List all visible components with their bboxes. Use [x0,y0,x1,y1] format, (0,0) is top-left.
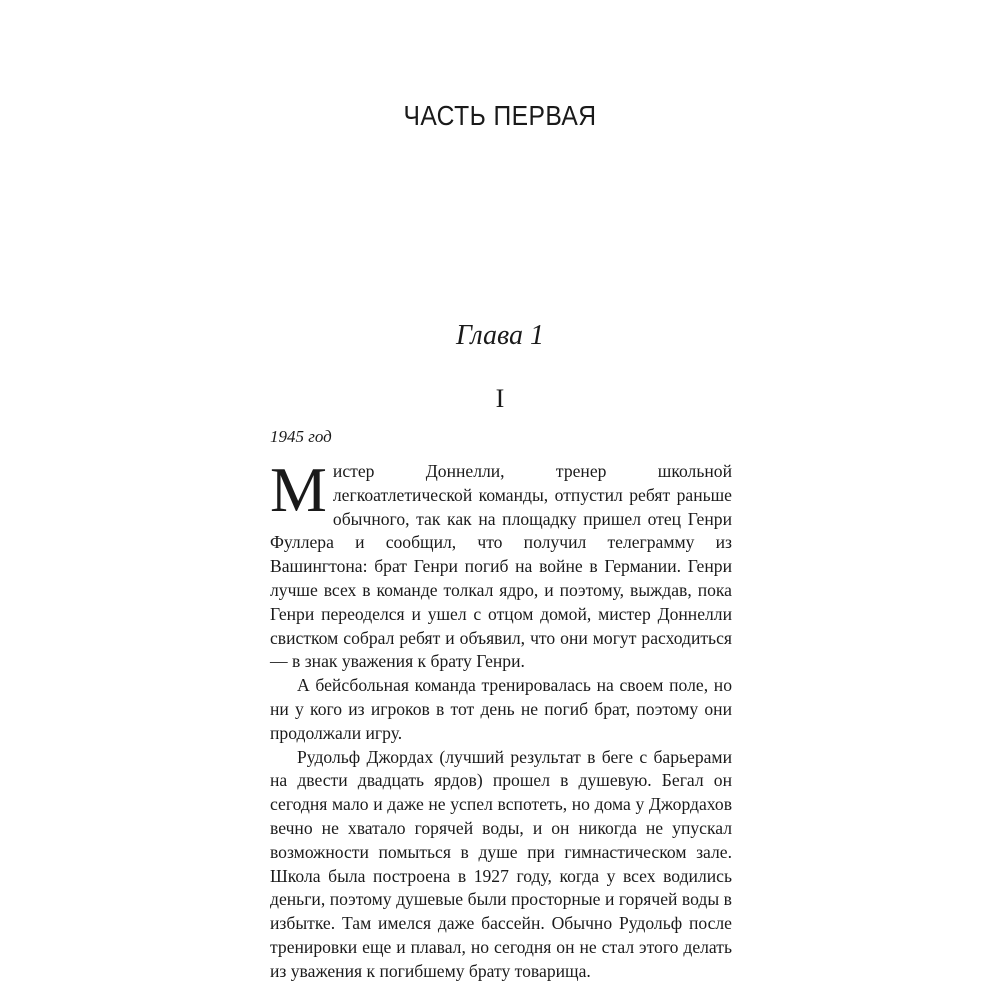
paragraph-1 [270,454,732,674]
chapter-title: Глава 1 [456,320,544,351]
body-text [270,454,732,984]
paragraph-2: А бейсбольная команда тренировалась на своем поле, но ни у кого из игроков в тот день не погиб брат, поэтому они продолжали игру. [270,675,732,743]
part-title: ЧАСТЬ ПЕРВАЯ [403,100,597,131]
section-number: I [495,384,505,413]
paragraph-1-text: истер Доннелли, тренер школьной легкоатлетической команды, отпустил ребят раньше обычного, так как на площадку пришел отец Генри Фуллера и сообщил, что получил телеграмму из Вашингтона: брат Генри погиб на войне в Германии. Генри лучше всех в команде толкал ядро, и поэтому, выждав, пока Генри переоделся и ушел с отцом домой, мистер Доннелли свистком собрал ребят и объявил, что они могут расходиться — в знак уважения к брату Генри. [270,461,732,672]
paragraph-3: Рудольф Джордах (лучший результат в беге с барьерами на двести двадцать ярдов) прошел в душевую. Бегал он сегодня мало и даже не успел вспотеть, но дома у Джордахов вечно не хватало горячей воды, и он никогда не упускал возможности помыться в душе при гимнастическом зале. Школа была построена в 1927 году, когда у всех водились деньги, поэтому душевые были просторные и горячей воды в избытке. Там имелся даже бассейн. Обычно Рудольф после тренировки еще и плавал, но сегодня он не стал этого делать из уважения к погибшему брату товарища. [270,746,732,981]
drop-cap: М [270,454,327,525]
year-line: 1945 год [270,427,332,446]
